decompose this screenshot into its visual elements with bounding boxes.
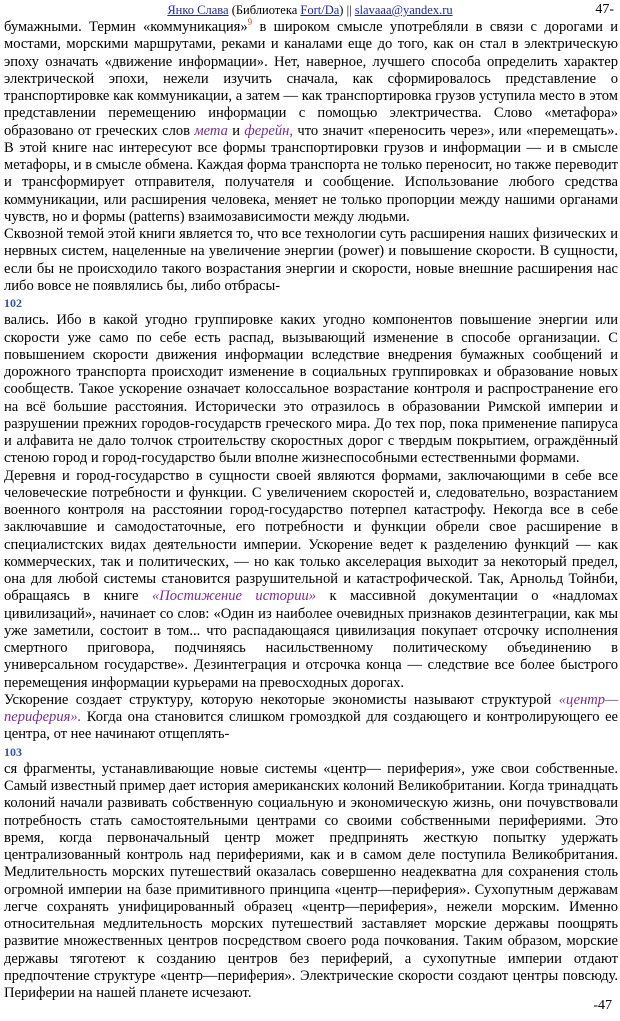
library-link[interactable]: Fort/Da bbox=[300, 3, 340, 17]
paragraph-1 bbox=[4, 19, 618, 226]
paragraph-1-text-a: бумажными. Термин «коммуникация» bbox=[4, 19, 248, 35]
greek-word-ferein: ферейн, bbox=[244, 122, 294, 139]
paragraph-4-text-a: Деревня и город-государство в сущности своей являются формами, заключающими в себе все человеческие потребности и функции. С увеличением скоростей и, следовательно, возрастанием военного контроля на расстоянии город-государство потерпел катастрофу. Некогда все в себе заключавшие и самодостаточные, его потребности и функции обрели свое расширение в специалистских видах деятельности империи. Ускорение ведет к разделению функций — как коммерческих, так и политических, — но как только акселерация выходит за некоторый предел, она для любой системы становится разрушительной и катастрофической. Так, Арнольд Тойнби, обращаясь в книге bbox=[4, 467, 618, 605]
paragraph-4-text-b: к массивной документации о «надломах цивилизаций», начинает со слов: «Один из наиболее очевидных признаков дезинтеграции, как мы уже заметили, состоит в том... что распадающаяся цивилизация покупает отсрочку исполнения смертного приговора, подчиняясь насильственному политическому объединению в универсальном государстве». Дезинтеграция и отсрочка конца — следствие все более быстрого перемещения информации курьерами на превосходных дорогах. bbox=[4, 588, 619, 691]
header-page-number: 47- bbox=[595, 2, 614, 17]
paragraph-4 bbox=[4, 468, 618, 692]
paragraph-1-text-c: и bbox=[227, 122, 245, 139]
paragraph-5-text-a: Ускорение создает структуру, которую некоторые экономисты называют структурой bbox=[4, 691, 559, 708]
paragraph-5-text-b: Когда она становится слишком громоздкой для создающего и контролирующего ее центра, от нее начинают отщеплять- bbox=[4, 709, 618, 743]
paragraph-6: ся фрагменты, устанавливающие новые системы «центр— периферия», уже свои собственные. Самый известный пример дает история американских колоний Великобритании. Когда тринадцать колоний начали развивать собственную социальную и экономическую жизнь, они почувствовали потребность стать самостоятельными центрами со своими собственными перифериями. Это время, когда первоначальный центр может предпринять жесткую попытку удержать централизованный контроль над перифериями, как и в самом деле поступила Великобритания. Медлительность морских путешествий оказалась совершенно неадекватна для сохранения столь огромной империи на базе примитивного принципа «центр—периферия». Сухопутным державам легче сохранять унифицированный образец «центр—периферия», нежели морским. Именно относительная медлительность морских путешествий заставляет морские державы поощрять развитие множественных центров посредством своего рода почкования. Таким образом, морские державы тяготеют к созданию центров без периферий, а сухопутные империи отдают предпочтение структуре «центр—периферия». Электрические скорости создают центры повсюду. Периферии на нашей планете исчезают. bbox=[4, 760, 618, 1001]
library-suffix: ) bbox=[339, 3, 344, 17]
paragraph-1-text-d: что значит «переносить через», или «перемещать». В этой книге нас интересуют все формы транспортировки грузов и информации — и в смысле метафоры, и в смысле обмена. Каждая форма транспорта не только переносит, но также переводит и трансформирует отправителя, получателя и сообщение. Использование любого средства коммуникации, или расширения человека, меняет не только пропорции между нашими органами чувств, но и формы (patterns) взаимозависимости между людьми. bbox=[4, 122, 618, 225]
page-marker-102: 102 bbox=[4, 296, 22, 310]
page-marker-103: 103 bbox=[4, 744, 22, 759]
author-link[interactable]: Янко Слава bbox=[167, 3, 229, 17]
footer-page-number: -47 bbox=[593, 998, 612, 1013]
header-separator: || bbox=[346, 3, 352, 17]
paragraph-1-text-b: в широком смысле употребляли в связи с дорогами и мостами, морскими маршрутами, реками и каналами еще до того, как он стал в электрическую эпоху означать «движение информации». Нет, наверное, лучшего способа определить характер электрической эпохи, нежели изучить сначала, как сформировалось представление о транспортировке как коммуникации, а затем — как транспортировка грузов уступила место в этом представлении перемещению информации с помощью электричества. Слово «метафора» образовано от греческих слов bbox=[4, 19, 618, 139]
paragraph-3: вались. Ибо в какой угодно группировке каких угодно компонентов повышение энергии или скорости уже само по себе есть распад, вызывающий изменение в способе организации. С повышением скорости движения информации вследствие внедрения бумажных сообщений и дорожного транспорта происходит изменение в социальных группировках и образование новых сообществ. Такое ускорение означает колоссальное возрастание контроля и распространение его на всё большие расстояния. Исторически это отразилось в образовании Римской империи и разрушении прежних городов-государств греческого мира. До тех пор, пока применение папируса и алфавита не дало толчок строительству скоростных дорог с твердым покрытием, ограждённый стеною город и город-государство были вполне жизнеспособными естественными формами. bbox=[4, 312, 618, 467]
email-link[interactable]: slavaaa@yandex.ru bbox=[354, 3, 453, 17]
library-prefix: (Библиотека bbox=[231, 3, 298, 17]
document-body bbox=[4, 19, 618, 1002]
paragraph-2: Сквозной темой этой книги является то, что все технологии суть расширения наших физических и нервных систем, нацеленные на увеличение энергии (power) и повышение скорости. В сущности, если бы не происходило такого возрастания энергии и скорости, новые внешние расширения нас либо вовсе не появлялись бы, либо отбрасы- bbox=[4, 226, 618, 294]
running-header bbox=[0, 1, 620, 19]
center-periphery-term: «центр— периферия». bbox=[4, 691, 618, 725]
paragraph-5 bbox=[4, 692, 618, 744]
book-title: «Постижение истории» bbox=[151, 588, 317, 605]
header-credits bbox=[0, 1, 620, 19]
footnote-reference[interactable]: 9 bbox=[247, 17, 253, 28]
greek-word-meta: мета bbox=[194, 122, 228, 139]
